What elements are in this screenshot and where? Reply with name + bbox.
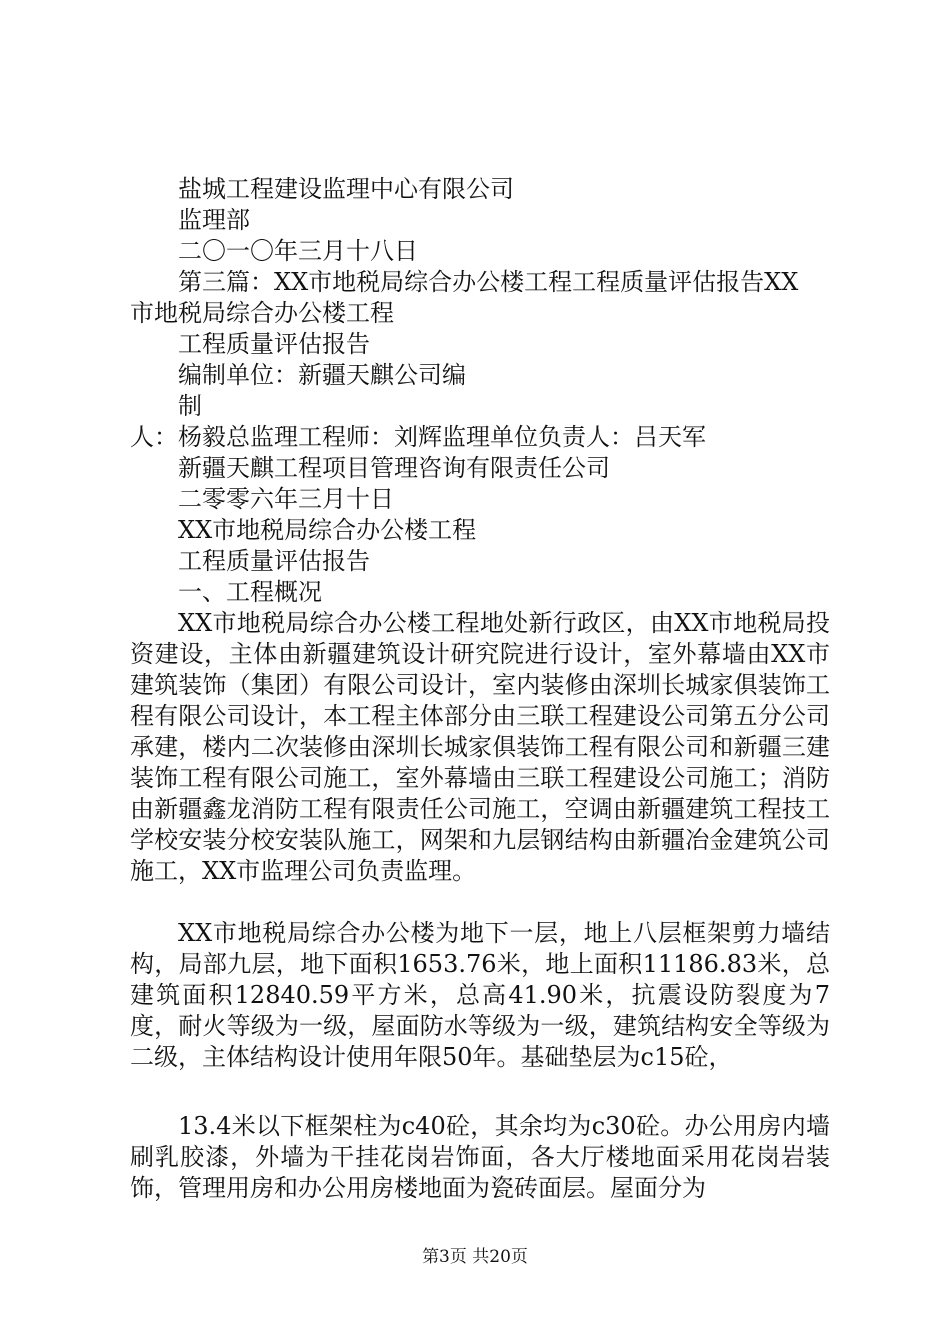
project-name: XX市地税局综合办公楼工程 [178,516,477,544]
paragraph-spacer [130,887,830,918]
report-title: 工程质量评估报告 [178,330,370,358]
report-date: 二零零六年三月十日 [178,485,394,513]
responsible-persons: 人：杨毅总监理工程师：刘辉监理单位负责人：吕天军 [130,423,706,451]
section-title-overview: 一、工程概况 [178,578,322,606]
section-heading-line-2: 市地税局综合办公楼工程 [130,299,394,327]
consulting-company: 新疆天麒工程项目管理咨询有限责任公司 [178,454,610,482]
document-body [130,174,830,1204]
signature-date: 二〇一〇年三月十八日 [178,237,418,265]
paragraph-spacer [130,1073,830,1111]
report-subtitle: 工程质量评估报告 [178,547,370,575]
overview-paragraph: XX市地税局综合办公楼工程地处新行政区，由XX市地税局投资建设，主体由新疆建筑设计研究院进行设计，室外幕墙由XX市建筑装饰（集团）有限公司设计，室内装修由深圳长城家俱装饰工程有限公司设计，本工程主体部分由三联工程建设公司第五分公司承建，楼内二次装修由深圳长城家俱装饰工程有限公司和新疆三建装饰工程有限公司施工，室外幕墙由三联工程建设公司施工；消防由新疆鑫龙消防工程有限责任公司施工，空调由新疆建筑工程技工学校安装分校安装队施工，网架和九层钢结构由新疆冶金建筑公司施工，XX市监理公司负责监理。 [130,609,830,885]
signature-company: 盐城工程建设监理中心有限公司 [178,175,514,203]
compiling-unit: 编制单位：新疆天麒公司编 [178,361,466,389]
materials-paragraph: 13.4米以下框架柱为c40砼，其余均为c30砼。办公用房内墙刷乳胶漆，外墙为干挂花岗岩饰面，各大厅楼地面采用花岗岩装饰，管理用房和办公用房楼地面为瓷砖面层。屋面分为 [130,1112,830,1202]
section-heading-line-1: 第三篇：XX市地税局综合办公楼工程工程质量评估报告XX [178,268,799,296]
compiling-unit-continued: 制 [178,392,202,420]
building-specs-paragraph: XX市地税局综合办公楼为地下一层，地上八层框架剪力墙结构，局部九层，地下面积1653.76米，地上面积11186.83米，总建筑面积12840.59平方米，总高41.90米，抗震设防裂度为7度，耐火等级为一级，屋面防水等级为一级，建筑结构安全等级为二级，主体结构设计使用年限50年。基础垫层为c15砼， [130,919,830,1071]
signature-department: 监理部 [178,206,250,234]
page-footer: 第3页 共20页 [422,1247,528,1267]
